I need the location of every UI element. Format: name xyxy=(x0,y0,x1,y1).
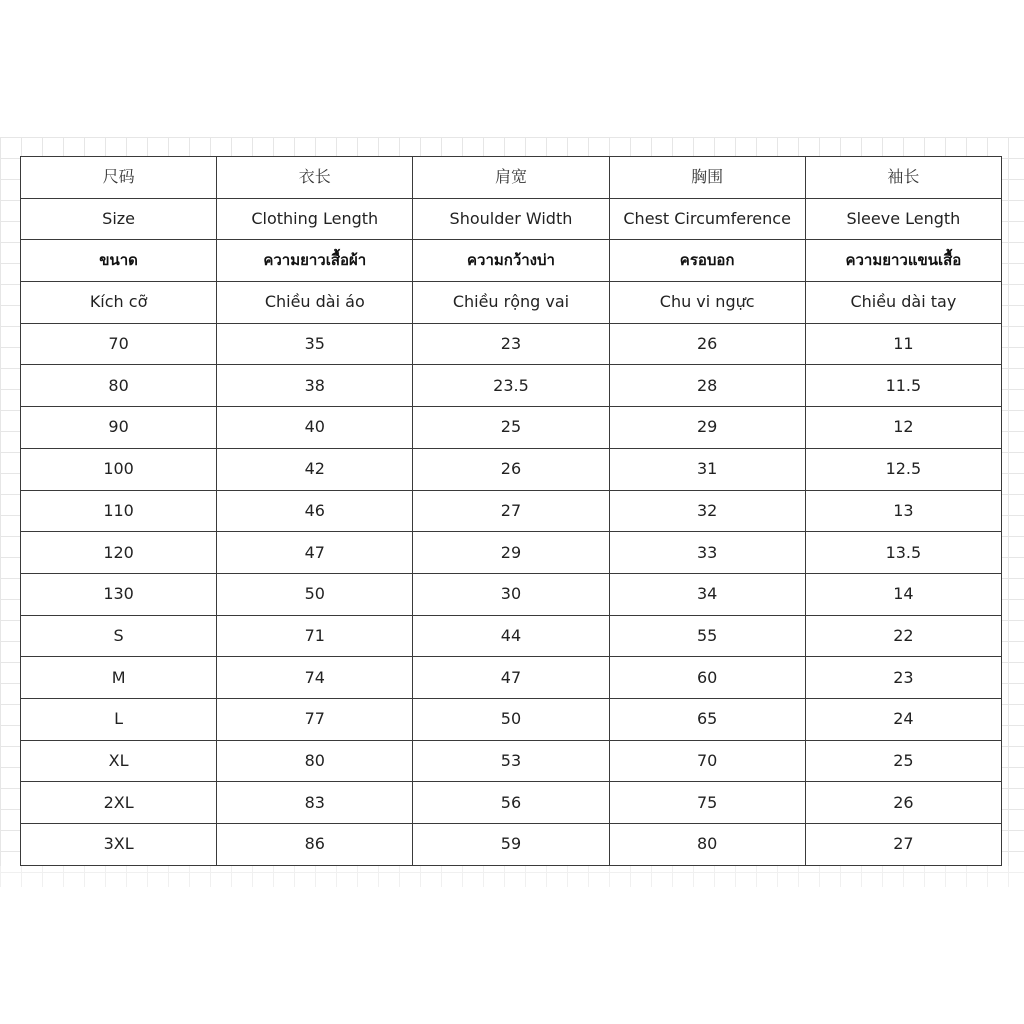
header-cell-clothing-length: Clothing Length xyxy=(217,198,413,240)
shoulder-width-cell: 23.5 xyxy=(413,365,609,407)
shoulder-width-cell: 53 xyxy=(413,740,609,782)
chest-cell: 34 xyxy=(609,573,805,615)
sleeve-length-cell: 24 xyxy=(805,698,1001,740)
size-cell: L xyxy=(21,698,217,740)
header-row-chinese xyxy=(21,157,1002,199)
size-chart-table xyxy=(20,156,1002,866)
table-row xyxy=(21,448,1002,490)
header-cell-chest: Chest Circumference xyxy=(609,198,805,240)
header-cell-size: 尺码 xyxy=(21,157,217,199)
size-cell: XL xyxy=(21,740,217,782)
header-cell-size: Kích cỡ xyxy=(21,282,217,324)
chest-cell: 31 xyxy=(609,448,805,490)
size-cell: 2XL xyxy=(21,782,217,824)
chest-cell: 75 xyxy=(609,782,805,824)
table-row xyxy=(21,824,1002,866)
header-cell-chest: Chu vi ngực xyxy=(609,282,805,324)
header-cell-shoulder-width: 肩宽 xyxy=(413,157,609,199)
sleeve-length-cell: 12 xyxy=(805,407,1001,449)
sleeve-length-cell: 13.5 xyxy=(805,532,1001,574)
table-row xyxy=(21,573,1002,615)
header-cell-sleeve-length: 袖长 xyxy=(805,157,1001,199)
size-cell: S xyxy=(21,615,217,657)
shoulder-width-cell: 44 xyxy=(413,615,609,657)
table-row xyxy=(21,782,1002,824)
header-cell-chest: ครอบอก xyxy=(609,240,805,282)
size-cell: 110 xyxy=(21,490,217,532)
table-row xyxy=(21,740,1002,782)
shoulder-width-cell: 26 xyxy=(413,448,609,490)
size-cell: 3XL xyxy=(21,824,217,866)
chest-cell: 65 xyxy=(609,698,805,740)
chest-cell: 55 xyxy=(609,615,805,657)
clothing-length-cell: 40 xyxy=(217,407,413,449)
header-cell-size: Size xyxy=(21,198,217,240)
header-row-thai xyxy=(21,240,1002,282)
table-row xyxy=(21,365,1002,407)
shoulder-width-cell: 23 xyxy=(413,323,609,365)
shoulder-width-cell: 47 xyxy=(413,657,609,699)
header-cell-shoulder-width: Shoulder Width xyxy=(413,198,609,240)
sleeve-length-cell: 12.5 xyxy=(805,448,1001,490)
table-row xyxy=(21,698,1002,740)
table-row xyxy=(21,615,1002,657)
clothing-length-cell: 42 xyxy=(217,448,413,490)
clothing-length-cell: 86 xyxy=(217,824,413,866)
size-cell: 100 xyxy=(21,448,217,490)
header-cell-size: ขนาด xyxy=(21,240,217,282)
size-cell: 80 xyxy=(21,365,217,407)
chest-cell: 26 xyxy=(609,323,805,365)
clothing-length-cell: 50 xyxy=(217,573,413,615)
chest-cell: 70 xyxy=(609,740,805,782)
shoulder-width-cell: 59 xyxy=(413,824,609,866)
clothing-length-cell: 80 xyxy=(217,740,413,782)
sleeve-length-cell: 14 xyxy=(805,573,1001,615)
clothing-length-cell: 38 xyxy=(217,365,413,407)
chest-cell: 60 xyxy=(609,657,805,699)
table-row xyxy=(21,657,1002,699)
table-row xyxy=(21,490,1002,532)
sleeve-length-cell: 11 xyxy=(805,323,1001,365)
clothing-length-cell: 35 xyxy=(217,323,413,365)
shoulder-width-cell: 50 xyxy=(413,698,609,740)
header-row-vietnamese xyxy=(21,282,1002,324)
size-cell: M xyxy=(21,657,217,699)
header-cell-sleeve-length: ความยาวแขนเสื้อ xyxy=(805,240,1001,282)
header-cell-clothing-length: Chiều dài áo xyxy=(217,282,413,324)
sleeve-length-cell: 23 xyxy=(805,657,1001,699)
sleeve-length-cell: 11.5 xyxy=(805,365,1001,407)
size-cell: 70 xyxy=(21,323,217,365)
header-cell-shoulder-width: ความกว้างบ่า xyxy=(413,240,609,282)
header-cell-sleeve-length: Sleeve Length xyxy=(805,198,1001,240)
header-row-english xyxy=(21,198,1002,240)
header-cell-shoulder-width: Chiều rộng vai xyxy=(413,282,609,324)
size-cell: 120 xyxy=(21,532,217,574)
header-cell-clothing-length: 衣长 xyxy=(217,157,413,199)
clothing-length-cell: 71 xyxy=(217,615,413,657)
sleeve-length-cell: 13 xyxy=(805,490,1001,532)
shoulder-width-cell: 29 xyxy=(413,532,609,574)
clothing-length-cell: 77 xyxy=(217,698,413,740)
chest-cell: 32 xyxy=(609,490,805,532)
sleeve-length-cell: 27 xyxy=(805,824,1001,866)
sleeve-length-cell: 22 xyxy=(805,615,1001,657)
shoulder-width-cell: 30 xyxy=(413,573,609,615)
chest-cell: 33 xyxy=(609,532,805,574)
shoulder-width-cell: 25 xyxy=(413,407,609,449)
chest-cell: 80 xyxy=(609,824,805,866)
sleeve-length-cell: 25 xyxy=(805,740,1001,782)
size-cell: 130 xyxy=(21,573,217,615)
clothing-length-cell: 46 xyxy=(217,490,413,532)
clothing-length-cell: 74 xyxy=(217,657,413,699)
shoulder-width-cell: 56 xyxy=(413,782,609,824)
header-cell-sleeve-length: Chiều dài tay xyxy=(805,282,1001,324)
clothing-length-cell: 83 xyxy=(217,782,413,824)
header-cell-chest: 胸围 xyxy=(609,157,805,199)
chest-cell: 28 xyxy=(609,365,805,407)
clothing-length-cell: 47 xyxy=(217,532,413,574)
chest-cell: 29 xyxy=(609,407,805,449)
table-row xyxy=(21,407,1002,449)
sleeve-length-cell: 26 xyxy=(805,782,1001,824)
table-row xyxy=(21,323,1002,365)
shoulder-width-cell: 27 xyxy=(413,490,609,532)
size-cell: 90 xyxy=(21,407,217,449)
table-row xyxy=(21,532,1002,574)
header-cell-clothing-length: ความยาวเสื้อผ้า xyxy=(217,240,413,282)
